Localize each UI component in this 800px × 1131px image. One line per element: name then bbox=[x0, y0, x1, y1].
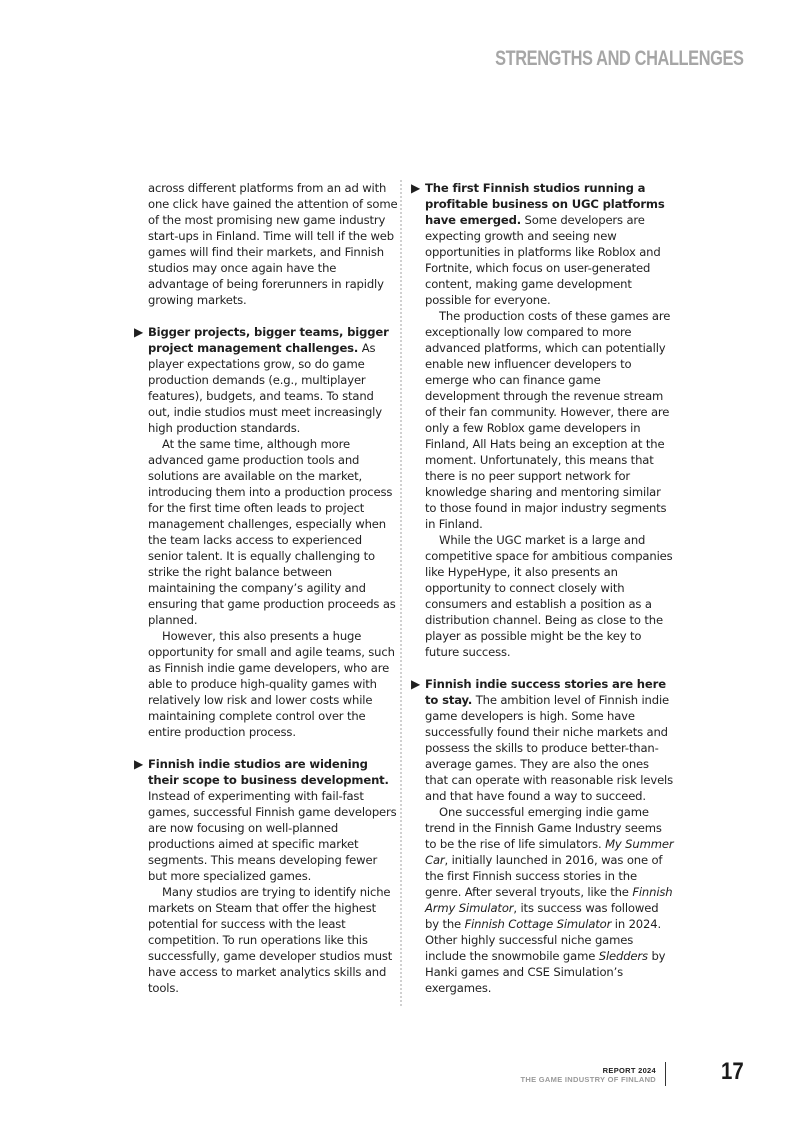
game-title: Finnish Army Simulator bbox=[425, 885, 673, 915]
game-title: Finnish Cottage Simulator bbox=[464, 917, 612, 931]
triangle-bullet-icon: ▶ bbox=[411, 677, 421, 691]
body-paragraph: While the UGC market is a large and competitive space for ambitious companies like HypeHype, it also presents an opportunity to connect closely with consumers and establish a position as a distribution channel. Being as close to the player as possible might be the key to future success. bbox=[425, 533, 673, 659]
intro-paragraph: across different platforms from an ad with one click have gained the attention of some of the most promising new game industry start-ups in Finland. Time will tell if the web games will find their markets, and Finnish studios may once again have the advantage of being forerunners in rapidly growing markets. bbox=[148, 181, 398, 307]
body-paragraph: However, this also presents a huge opportunity for small and agile teams, such as Finnish indie game developers, who are able to produce high-quality games with relatively low risk and lower costs while maintaining complete control over the entire production process. bbox=[148, 629, 395, 739]
page-number: 17 bbox=[721, 1058, 744, 1085]
column-divider bbox=[400, 180, 402, 1006]
footer-publication-title: THE GAME INDUSTRY OF FINLAND bbox=[520, 1075, 656, 1084]
body-paragraph: Many studios are trying to identify niche markets on Steam that offer the highest potential for success with the least competition. To run operations like this successfully, game developer studios must have access to market analytics skills and tools. bbox=[148, 885, 393, 995]
left-column bbox=[134, 180, 398, 996]
bullet-heading: Finnish indie studios are widening their scope to business development. bbox=[148, 757, 389, 787]
footer-report-label: REPORT 2024 bbox=[602, 1066, 656, 1075]
bullet-lead: The ambition level of Finnish indie game developers is high. Some have successfully found their niche markets and possess the skills to produce better-than-average games. They are also the ones that can operate with reasonable risk levels and that have found a way to succeed. bbox=[425, 693, 674, 803]
bullet-lead: As player expectations grow, so do game production demands (e.g., multiplayer features), budgets, and teams. To stand out, indie studios must meet increasingly high production standards. bbox=[148, 341, 382, 435]
triangle-bullet-icon: ▶ bbox=[134, 757, 144, 771]
bullet-heading: The first Finnish studios running a profitable business on UGC platforms have emerged. bbox=[425, 181, 665, 227]
game-title: My Summer Car bbox=[425, 837, 674, 867]
body-paragraph: At the same time, although more advanced game production tools and solutions are available on the market, introducing them into a production process for the first time often leads to project management challenges, especially when the team lacks access to experienced senior talent. It is equally challenging to strike the right balance between maintaining the company’s agility and ensuring that game production proceeds as planned. bbox=[148, 437, 396, 627]
body-paragraph: The production costs of these games are exceptionally low compared to more advanced platforms, which can potentially enable new influencer developers to emerge who can finance game development through the revenue stream of their fan community. However, there are only a few Roblox game developers in Finland, All Hats being an exception at the moment. Unfortunately, this means that there is no peer support network for knowledge sharing and mentoring similar to those found in major industry segments in Finland. bbox=[425, 309, 671, 531]
body-paragraph: One successful emerging indie game trend in the Finnish Game Industry seems to be the rise of life simulators. My Summer Car, initially launched in 2016, was one of the first Finnish success stories in the genre. After several tryouts, like the Finnish Army Simulator, its success was followed by the Finnish Cottage Simulator in 2024. Other highly successful niche games include the snowmobile game Sledders by Hanki games and CSE Simulation’s exergames. bbox=[425, 805, 674, 995]
game-title: Sledders bbox=[598, 949, 648, 963]
bullet-heading: Bigger projects, bigger teams, bigger project management challenges. bbox=[148, 325, 389, 355]
right-column bbox=[411, 180, 675, 996]
bullet-project-management bbox=[134, 324, 398, 740]
bullet-ugc-platforms bbox=[411, 180, 675, 660]
bullet-lead: Some developers are expecting growth and seeing new opportunities in platforms like Roblox and Fortnite, which focus on user-generated content, making game development possible for everyone. bbox=[425, 213, 661, 307]
footer-divider bbox=[665, 1062, 666, 1086]
bullet-lead: Instead of experimenting with fail-fast games, successful Finnish game developers are now focusing on well-planned productions aimed at specific market segments. This means developing fewer but more specialized games. bbox=[148, 789, 397, 883]
bullet-business-development bbox=[134, 756, 398, 996]
footer bbox=[521, 1066, 656, 1084]
section-title: STRENGTHS AND CHALLENGES bbox=[495, 47, 744, 70]
bullet-indie-success bbox=[411, 676, 675, 996]
triangle-bullet-icon: ▶ bbox=[134, 325, 144, 339]
triangle-bullet-icon: ▶ bbox=[411, 181, 421, 195]
bullet-heading: Finnish indie success stories are here to stay. bbox=[425, 677, 666, 707]
